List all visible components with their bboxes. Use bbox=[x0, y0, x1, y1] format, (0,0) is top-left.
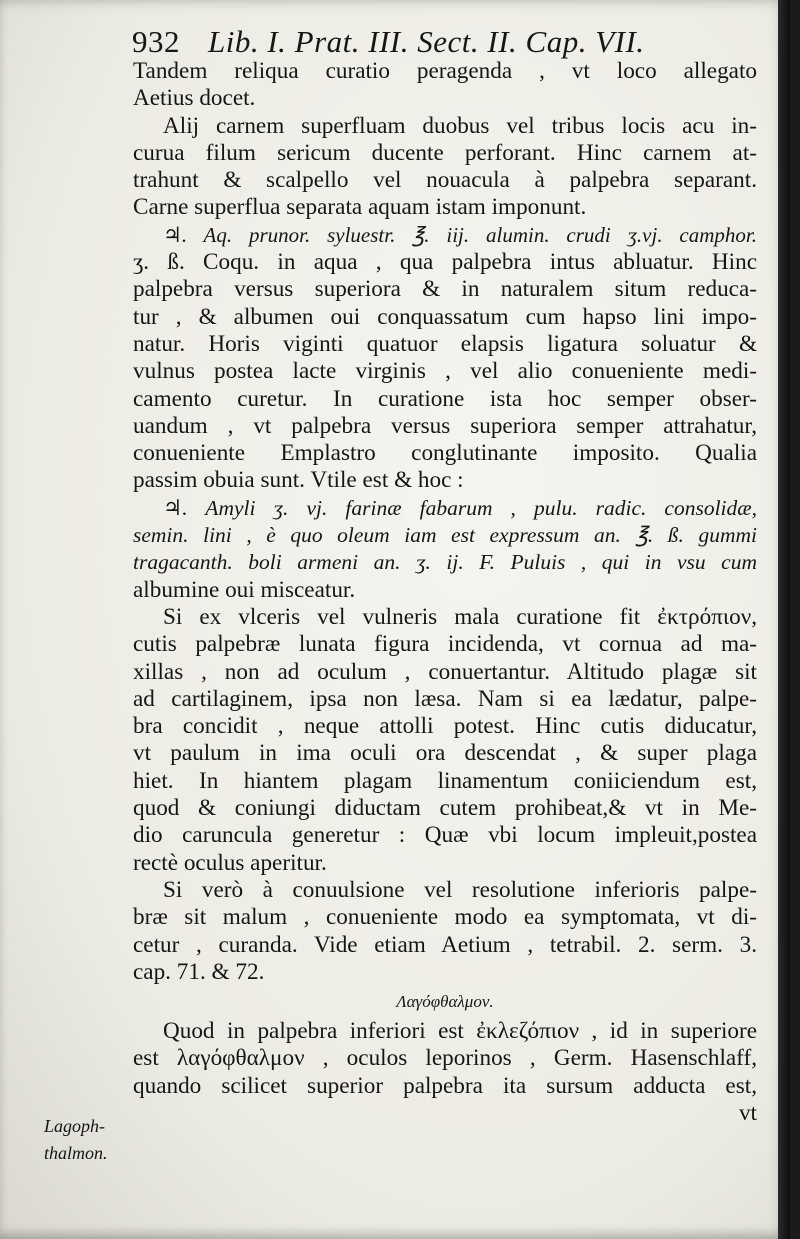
text-line: cutis palpebræ lunata figura incidenda, vt cornua ad ma- bbox=[133, 631, 757, 658]
text-line: cap. 71. & 72. bbox=[133, 958, 265, 985]
marginal-note-line: Lagoph- bbox=[44, 1116, 106, 1136]
recipe-line: ♃. Aq. prunor. syluestr. ℥. iij. alumin. crudi ʒ.vj. camphor. bbox=[163, 222, 757, 247]
recipe-line: semin. lini , è quo oleum iam est expressum an. ℥. ß. gummi bbox=[133, 523, 757, 548]
text-line: xillas , non ad oculum , conuertantur. Altitudo plagæ sit bbox=[133, 658, 757, 685]
text-line: passim obuia sunt. Vtile est & hoc : bbox=[133, 467, 464, 494]
page-edge-shadow bbox=[778, 0, 790, 1239]
text-line: ad cartilaginem, ipsa non læsa. Nam si ea lædatur, palpe- bbox=[133, 685, 757, 712]
text-line: conueniente Emplastro conglutinante imposito. Qualia bbox=[133, 440, 757, 467]
marginal-note bbox=[44, 1113, 108, 1167]
text-line: Alij carnem superfluam duobus vel tribus locis acu in- bbox=[163, 112, 757, 139]
text-line: bræ sit malum , conueniente modo ea symptomata, vt di- bbox=[133, 904, 757, 931]
text-line: uandum , vt palpebra versus superiora semper attrahatur, bbox=[133, 412, 757, 439]
text-line: vt paulum in ima oculi ora descendat , & super plaga bbox=[133, 740, 757, 767]
text-line: curua filum sericum ducente perforant. Hinc carnem at- bbox=[133, 139, 757, 166]
text-line: vulnus postea lacte virginis , vel alio conueniente medi- bbox=[133, 358, 757, 385]
text-line: Quod in palpebra inferiori est ἐκλεζόπιον , id in superiore bbox=[163, 1018, 757, 1045]
text-line: quando scilicet superior palpebra ita sursum adducta est, bbox=[133, 1072, 757, 1099]
text-line: cetur , curanda. Vide etiam Aetium , tetrabil. 2. serm. 3. bbox=[133, 931, 757, 958]
running-header bbox=[132, 24, 772, 60]
text-line: natur. Horis viginti quatuor elapsis ligatura soluatur & bbox=[133, 330, 757, 357]
running-title: Lib. I. Prat. III. Sect. II. Cap. VII. bbox=[208, 24, 645, 59]
text-line: hiet. In hiantem plagam linamentum coniiciendum est, bbox=[133, 767, 757, 794]
text-line: albumine oui misceatur. bbox=[133, 576, 356, 603]
text-line: quod & coniungi diductam cutem prohibeat,& vt in Me- bbox=[133, 795, 757, 822]
text-line: Carne superflua separata aquam istam imponunt. bbox=[133, 194, 587, 221]
text-line: tur , & albumen oui conquassatum cum hapso lini impo- bbox=[133, 303, 757, 330]
page-number: 932 bbox=[132, 24, 180, 59]
text-line: Aetius docet. bbox=[133, 85, 256, 112]
text-line: Si verò à conuulsione vel resolutione inferioris palpe- bbox=[163, 876, 757, 903]
text-line: rectè oculus aperitur. bbox=[133, 849, 327, 876]
section-heading: Λαγόφθαλμον. bbox=[396, 992, 494, 1012]
text-line: bra concidit , neque attolli potest. Hinc cutis diducatur, bbox=[133, 713, 757, 740]
body-text bbox=[133, 58, 757, 1127]
text-line: dio caruncula generetur : Quæ vbi locum impleuit,postea bbox=[133, 822, 757, 849]
catchword: vt bbox=[738, 1099, 757, 1126]
text-line: Tandem reliqua curatio peragenda , vt loco allegato bbox=[133, 58, 757, 84]
text-line: trahunt & scalpello vel nouacula à palpebra separant. bbox=[133, 167, 757, 194]
text-line: camento curetur. In curatione ista hoc semper obser- bbox=[133, 385, 757, 412]
text-line: Si ex vlceris vel vulneris mala curatione fit ἐκτρόπιον, bbox=[163, 603, 757, 630]
text-line: palpebra versus superiora & in naturalem situm reduca- bbox=[133, 276, 757, 303]
text-line: ʒ. ß. Coqu. in aqua , qua palpebra intus abluatur. Hinc bbox=[133, 249, 757, 276]
text-line: est λαγόφθαλμον , oculos leporinos , Germ. Hasenschlaff, bbox=[133, 1045, 757, 1072]
marginal-note-line: thalmon. bbox=[44, 1143, 108, 1163]
recipe-line: ♃. Amyli ʒ. vj. farinæ fabarum , pulu. radic. consolidæ, bbox=[163, 495, 757, 520]
recipe-line: tragacanth. boli armeni an. ʒ. ij. F. Puluis , qui in vsu cum bbox=[133, 550, 757, 575]
